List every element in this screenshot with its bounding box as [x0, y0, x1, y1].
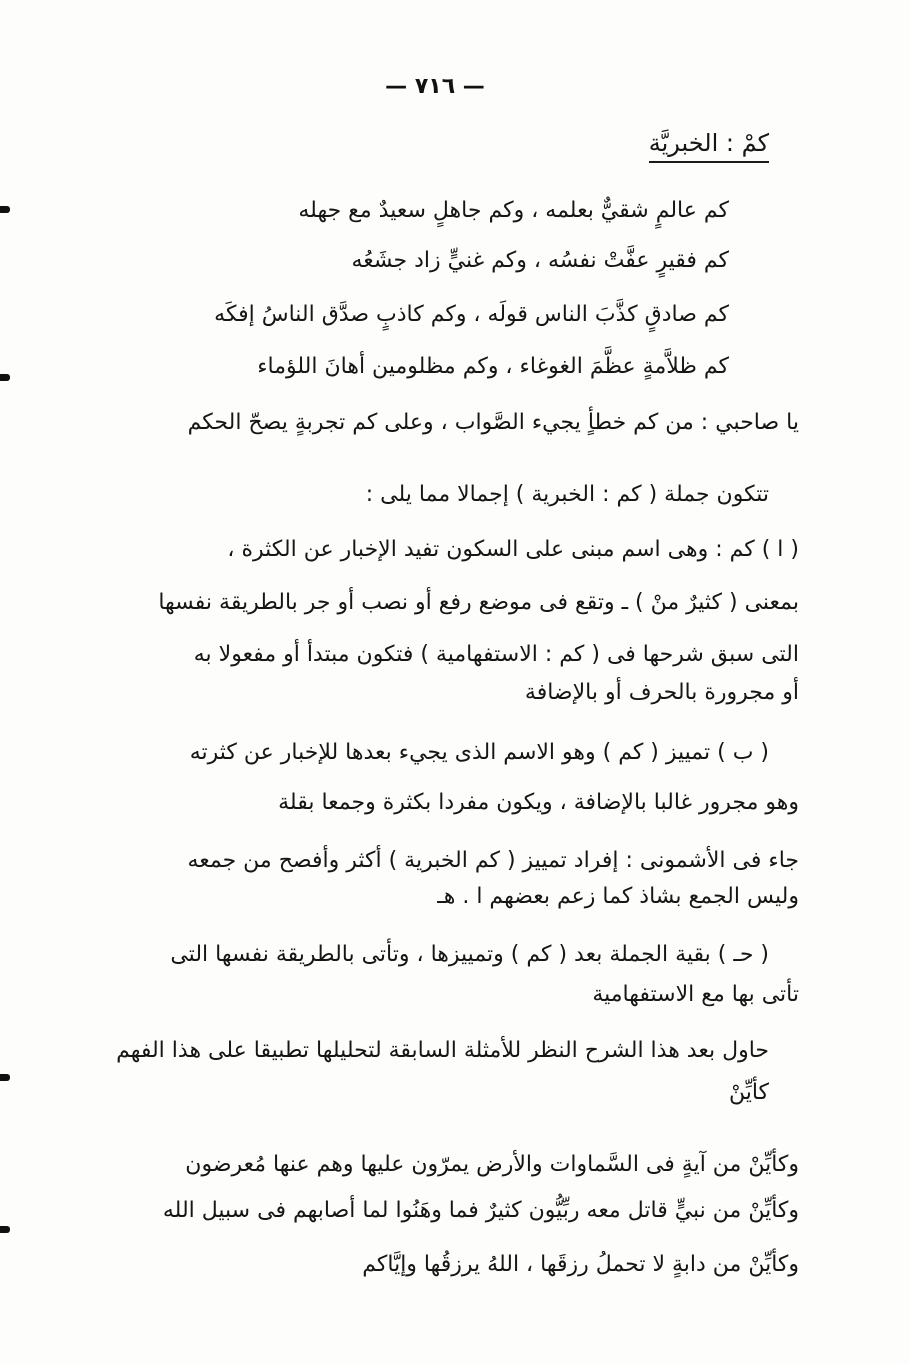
scan-edge-mark	[0, 1074, 10, 1081]
section-heading	[649, 128, 769, 158]
quote-line: جاء فى الأشمونى : إفراد تمييز ( كم الخبرية ) أكثر وأفصح من جمعه	[187, 848, 799, 873]
page-number: — ٧١٦ —	[385, 74, 485, 99]
verse-line: وكأيِّنْ من دابةٍ لا تحملُ رزقَها ، اللهُ يرزقُها وإيَّاكم	[362, 1252, 799, 1277]
scan-edge-mark	[0, 374, 10, 381]
scan-edge-mark	[0, 1226, 10, 1233]
poem-line: كم فقيرٍ عفَّتْ نفسُه ، وكم غنيٍّ زاد جشَعُه	[351, 248, 729, 273]
paragraph-a-line: أو مجرورة بالحرف أو بالإضافة	[524, 680, 799, 705]
paragraph-a-line: التى سبق شرحها فى ( كم : الاستفهامية ) فتكون مبتدأ أو مفعولا به	[193, 642, 799, 667]
exercise-line: حاول بعد هذا الشرح النظر للأمثلة السابقة لتحليلها تطبيقا على هذا الفهم	[116, 1038, 769, 1063]
verse-line: وكأيِّنْ من آيةٍ فى السَّماوات والأرض يمرّون عليها وهم عنها مُعرضون	[185, 1152, 799, 1177]
paragraph-a-line: بمعنى ( كثيرٌ منْ ) ـ وتقع فى موضع رفع أو نصب أو جر بالطريقة نفسها	[158, 590, 799, 615]
paragraph-c-line: تأتى بها مع الاستفهامية	[592, 982, 799, 1007]
paragraph-a-line: ( ا ) كم : وهى اسم مبنى على السكون تفيد الإخبار عن الكثرة ،	[227, 537, 799, 562]
proverb-line: يا صاحبي : من كم خطأٍ يجيء الصَّواب ، وعلى كم تجربةٍ يصحّ الحكم	[187, 410, 799, 435]
scan-edge-mark	[0, 206, 10, 213]
poem-line: كم ظلاَّمةٍ عظَّمَ الغوغاء ، وكم مظلومين أهانَ اللؤماء	[257, 354, 729, 379]
paragraph-c-line: ( حـ ) بقية الجملة بعد ( كم ) وتمييزها ، وتأتى بالطريقة نفسها التى	[170, 942, 769, 967]
intro-line: تتكون جملة ( كم : الخبرية ) إجمالا مما يلى :	[365, 482, 769, 507]
verse-line: وكأيِّنْ من نبيٍّ قاتل معه ربِّيُّون كثيرٌ فما وهَنُوا لما أصابهم فى سبيل الله	[162, 1198, 799, 1223]
poem-line: كم صادقٍ كذَّبَ الناس قولَه ، وكم كاذبٍ صدَّق الناسُ إفكَه	[214, 302, 729, 327]
poem-line: كم عالمٍ شقيٌّ بعلمه ، وكم جاهلٍ سعيدٌ مع جهله	[298, 198, 729, 223]
kaayyin-heading: كأيِّنْ	[728, 1080, 769, 1105]
paragraph-b-line: ( ب ) تمييز ( كم ) وهو الاسم الذى يجيء بعدها للإخبار عن كثرته	[189, 740, 769, 765]
paragraph-b-line: وهو مجرور غالبا بالإضافة ، ويكون مفردا بكثرة وجمعا بقلة	[278, 790, 799, 815]
section-heading-text: كمْ : الخبريَّة	[649, 129, 769, 163]
quote-line: وليس الجمع بشاذ كما زعم بعضهم ا . هـ	[437, 884, 799, 909]
